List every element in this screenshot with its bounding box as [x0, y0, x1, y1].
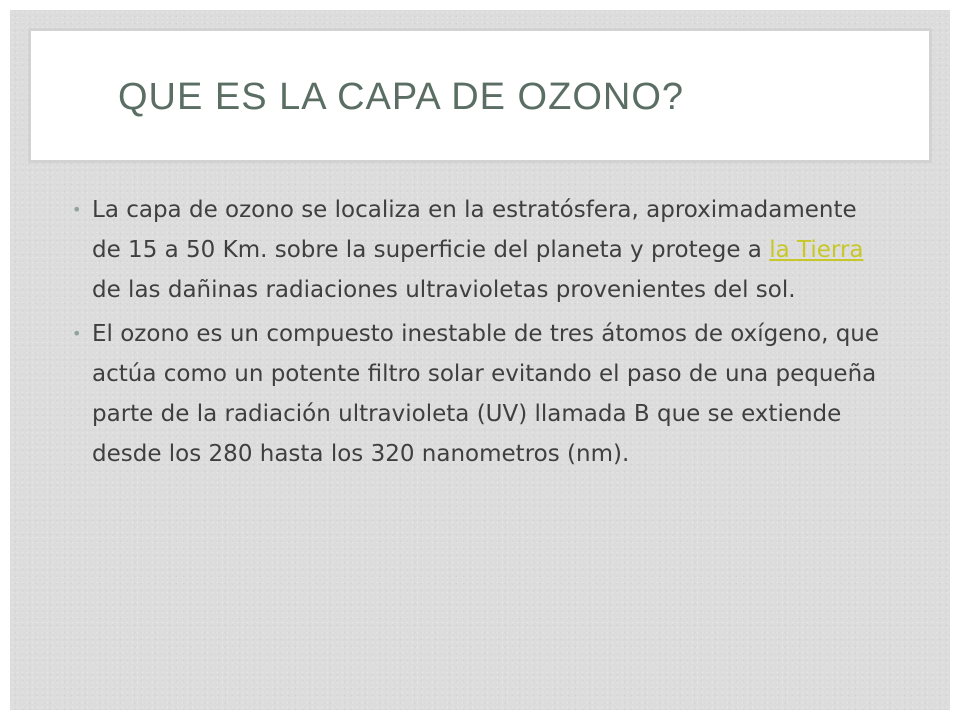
bullet-item-composition: [72, 314, 882, 474]
slide-title: QUE ES LA CAPA DE OZONO?: [118, 76, 685, 118]
bullet-text: de las dañinas radiaciones ultravioletas provenientes del sol.: [92, 277, 796, 303]
la-tierra-link[interactable]: la Tierra: [769, 237, 864, 263]
bullet-dot: •: [72, 200, 82, 219]
bullet-text: La capa de ozono se localiza en la estratósfera, aproximadamente de 15 a 50 Km. sobre la superficie del planeta y protege a: [92, 197, 857, 263]
bullet-list: [72, 190, 882, 474]
bullet-item-location: [72, 190, 882, 310]
bullet-text: El ozono es un compuesto inestable de tres átomos de oxígeno, que actúa como un potente filtro solar evitando el paso de una pequeña parte de la radiación ultravioleta (UV) llamada B que se extiende desde los 280 hasta los 320 nanometros (nm).: [92, 321, 880, 467]
bullet-dot: •: [72, 324, 82, 343]
